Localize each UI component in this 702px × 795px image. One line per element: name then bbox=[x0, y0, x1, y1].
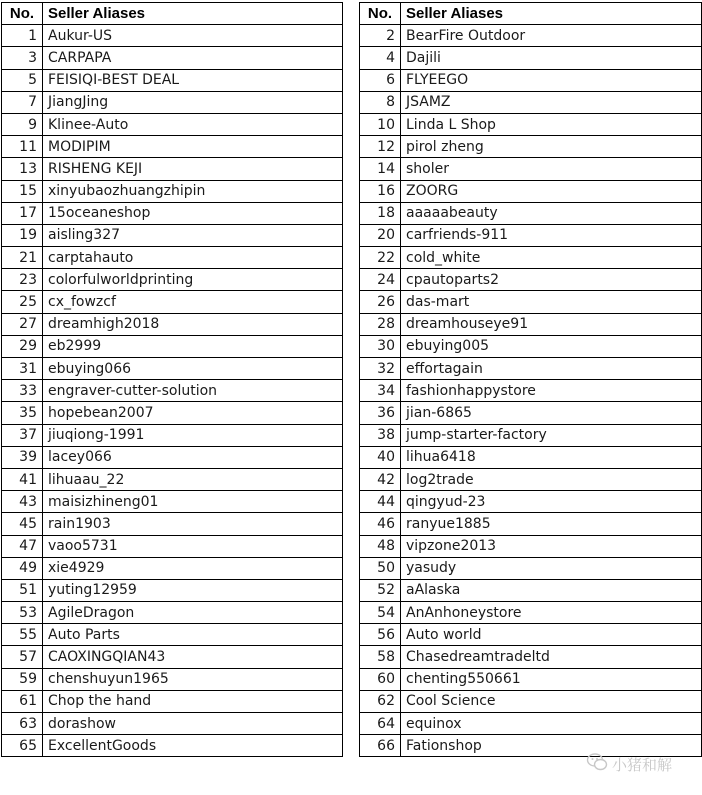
watermark-text: 小猪和解 bbox=[612, 755, 673, 774]
row-number: 38 bbox=[360, 424, 401, 446]
seller-alias: lacey066 bbox=[43, 446, 343, 468]
row-number: 62 bbox=[360, 690, 401, 712]
seller-alias: eb2999 bbox=[43, 335, 343, 357]
row-number: 27 bbox=[2, 313, 43, 335]
seller-alias: ranyue1885 bbox=[401, 513, 702, 535]
seller-alias: Chop the hand bbox=[43, 690, 343, 712]
table-row bbox=[360, 557, 702, 579]
seller-alias: yasudy bbox=[401, 557, 702, 579]
row-number: 11 bbox=[2, 136, 43, 158]
seller-alias: dreamhouseye91 bbox=[401, 313, 702, 335]
row-number: 58 bbox=[360, 646, 401, 668]
table-row bbox=[2, 247, 343, 269]
row-number: 60 bbox=[360, 668, 401, 690]
table-row bbox=[2, 291, 343, 313]
table-row bbox=[360, 136, 702, 158]
seller-alias: cx_fowzcf bbox=[43, 291, 343, 313]
seller-alias: Linda L Shop bbox=[401, 113, 702, 135]
seller-alias: carfriends-911 bbox=[401, 224, 702, 246]
row-number: 42 bbox=[360, 468, 401, 490]
table-row bbox=[360, 446, 702, 468]
row-number: 50 bbox=[360, 557, 401, 579]
table-row bbox=[360, 690, 702, 712]
row-number: 36 bbox=[360, 402, 401, 424]
table-row bbox=[2, 335, 343, 357]
row-number: 51 bbox=[2, 579, 43, 601]
table-row bbox=[2, 313, 343, 335]
column-header-seller-aliases: Seller Aliases bbox=[43, 3, 343, 25]
row-number: 29 bbox=[2, 335, 43, 357]
table-row bbox=[2, 224, 343, 246]
row-number: 39 bbox=[2, 446, 43, 468]
seller-alias: xinyubaozhuangzhipin bbox=[43, 180, 343, 202]
table-row bbox=[2, 69, 343, 91]
row-number: 22 bbox=[360, 247, 401, 269]
seller-alias: yuting12959 bbox=[43, 579, 343, 601]
seller-alias: ebuying066 bbox=[43, 358, 343, 380]
seller-alias: dreamhigh2018 bbox=[43, 313, 343, 335]
row-number: 66 bbox=[360, 735, 401, 757]
seller-alias: RISHENG KEJI bbox=[43, 158, 343, 180]
table-row bbox=[2, 624, 343, 646]
table-row bbox=[360, 113, 702, 135]
column-header-seller-aliases: Seller Aliases bbox=[401, 3, 702, 25]
seller-alias: Fationshop bbox=[401, 735, 702, 757]
table-row bbox=[2, 690, 343, 712]
table-header-row bbox=[360, 3, 702, 25]
table-row bbox=[2, 735, 343, 757]
table-row bbox=[360, 224, 702, 246]
seller-alias: xie4929 bbox=[43, 557, 343, 579]
seller-alias: FEISIQI-BEST DEAL bbox=[43, 69, 343, 91]
table-row bbox=[360, 713, 702, 735]
table-row bbox=[2, 513, 343, 535]
seller-alias: effortagain bbox=[401, 358, 702, 380]
table-row bbox=[2, 713, 343, 735]
table-row bbox=[360, 402, 702, 424]
table-row bbox=[2, 358, 343, 380]
row-number: 2 bbox=[360, 25, 401, 47]
seller-alias: colorfulworldprinting bbox=[43, 269, 343, 291]
row-number: 20 bbox=[360, 224, 401, 246]
seller-alias: sholer bbox=[401, 158, 702, 180]
table-row bbox=[360, 535, 702, 557]
table-row bbox=[360, 313, 702, 335]
table-row bbox=[360, 202, 702, 224]
row-number: 1 bbox=[2, 25, 43, 47]
seller-alias: vaoo5731 bbox=[43, 535, 343, 557]
row-number: 49 bbox=[2, 557, 43, 579]
row-number: 32 bbox=[360, 358, 401, 380]
row-number: 16 bbox=[360, 180, 401, 202]
seller-alias: cold_white bbox=[401, 247, 702, 269]
seller-alias: ebuying005 bbox=[401, 335, 702, 357]
row-number: 33 bbox=[2, 380, 43, 402]
seller-alias: ExcellentGoods bbox=[43, 735, 343, 757]
row-number: 46 bbox=[360, 513, 401, 535]
seller-alias: aaaaabeauty bbox=[401, 202, 702, 224]
table-row bbox=[2, 380, 343, 402]
row-number: 8 bbox=[360, 91, 401, 113]
seller-alias: CAOXINGQIAN43 bbox=[43, 646, 343, 668]
table-row bbox=[2, 491, 343, 513]
seller-alias: chenshuyun1965 bbox=[43, 668, 343, 690]
table-row bbox=[2, 402, 343, 424]
row-number: 3 bbox=[2, 47, 43, 69]
watermark bbox=[586, 752, 672, 776]
table-row bbox=[360, 358, 702, 380]
seller-alias: pirol zheng bbox=[401, 136, 702, 158]
row-number: 40 bbox=[360, 446, 401, 468]
row-number: 17 bbox=[2, 202, 43, 224]
table-row bbox=[360, 668, 702, 690]
seller-alias: FLYEEGO bbox=[401, 69, 702, 91]
table-row bbox=[360, 335, 702, 357]
table-row bbox=[2, 535, 343, 557]
column-header-no: No. bbox=[360, 3, 401, 25]
row-number: 53 bbox=[2, 602, 43, 624]
row-number: 6 bbox=[360, 69, 401, 91]
seller-alias: AnAnhoneystore bbox=[401, 602, 702, 624]
row-number: 25 bbox=[2, 291, 43, 313]
table-row bbox=[2, 646, 343, 668]
table-row bbox=[360, 513, 702, 535]
row-number: 9 bbox=[2, 113, 43, 135]
row-number: 59 bbox=[2, 668, 43, 690]
table-row bbox=[2, 579, 343, 601]
seller-alias: Auto world bbox=[401, 624, 702, 646]
seller-alias: Chasedreamtradeltd bbox=[401, 646, 702, 668]
table-row bbox=[2, 602, 343, 624]
seller-alias: maisizhineng01 bbox=[43, 491, 343, 513]
row-number: 24 bbox=[360, 269, 401, 291]
seller-alias: ZOORG bbox=[401, 180, 702, 202]
seller-alias: jian-6865 bbox=[401, 402, 702, 424]
seller-alias: AgileDragon bbox=[43, 602, 343, 624]
seller-alias: cpautoparts2 bbox=[401, 269, 702, 291]
seller-alias: equinox bbox=[401, 713, 702, 735]
seller-alias: vipzone2013 bbox=[401, 535, 702, 557]
seller-alias: Dajili bbox=[401, 47, 702, 69]
table-row bbox=[360, 291, 702, 313]
table-row bbox=[360, 269, 702, 291]
table-row bbox=[360, 624, 702, 646]
row-number: 41 bbox=[2, 468, 43, 490]
seller-alias: jiuqiong-1991 bbox=[43, 424, 343, 446]
seller-alias: BearFire Outdoor bbox=[401, 25, 702, 47]
row-number: 43 bbox=[2, 491, 43, 513]
row-number: 45 bbox=[2, 513, 43, 535]
row-number: 35 bbox=[2, 402, 43, 424]
seller-alias: log2trade bbox=[401, 468, 702, 490]
row-number: 55 bbox=[2, 624, 43, 646]
seller-alias: rain1903 bbox=[43, 513, 343, 535]
table-row bbox=[2, 113, 343, 135]
row-number: 5 bbox=[2, 69, 43, 91]
seller-alias: Cool Science bbox=[401, 690, 702, 712]
row-number: 15 bbox=[2, 180, 43, 202]
row-number: 56 bbox=[360, 624, 401, 646]
row-number: 23 bbox=[2, 269, 43, 291]
table-row bbox=[360, 491, 702, 513]
table-row bbox=[2, 136, 343, 158]
seller-alias: Klinee-Auto bbox=[43, 113, 343, 135]
row-number: 28 bbox=[360, 313, 401, 335]
table-row bbox=[2, 158, 343, 180]
row-number: 61 bbox=[2, 690, 43, 712]
table-row bbox=[2, 47, 343, 69]
table-row bbox=[2, 424, 343, 446]
seller-alias: dorashow bbox=[43, 713, 343, 735]
column-header-no: No. bbox=[2, 3, 43, 25]
seller-table-right bbox=[359, 2, 702, 757]
seller-alias: CARPAPA bbox=[43, 47, 343, 69]
table-row bbox=[2, 668, 343, 690]
row-number: 7 bbox=[2, 91, 43, 113]
table-row bbox=[360, 180, 702, 202]
row-number: 48 bbox=[360, 535, 401, 557]
wechat-icon bbox=[586, 752, 608, 776]
row-number: 18 bbox=[360, 202, 401, 224]
seller-alias: jump-starter-factory bbox=[401, 424, 702, 446]
seller-table-left bbox=[1, 2, 343, 757]
table-row bbox=[2, 557, 343, 579]
row-number: 14 bbox=[360, 158, 401, 180]
seller-alias: lihuaau_22 bbox=[43, 468, 343, 490]
seller-alias: MODIPIM bbox=[43, 136, 343, 158]
table-row bbox=[360, 158, 702, 180]
row-number: 21 bbox=[2, 247, 43, 269]
table-row bbox=[2, 180, 343, 202]
table-row bbox=[360, 424, 702, 446]
row-number: 52 bbox=[360, 579, 401, 601]
table-header-row bbox=[2, 3, 343, 25]
row-number: 30 bbox=[360, 335, 401, 357]
row-number: 34 bbox=[360, 380, 401, 402]
seller-alias: das-mart bbox=[401, 291, 702, 313]
row-number: 64 bbox=[360, 713, 401, 735]
row-number: 13 bbox=[2, 158, 43, 180]
row-number: 47 bbox=[2, 535, 43, 557]
table-row bbox=[360, 380, 702, 402]
table-row bbox=[360, 468, 702, 490]
table-row bbox=[360, 602, 702, 624]
seller-alias: lihua6418 bbox=[401, 446, 702, 468]
seller-alias: Aukur-US bbox=[43, 25, 343, 47]
seller-alias: fashionhappystore bbox=[401, 380, 702, 402]
seller-alias: Auto Parts bbox=[43, 624, 343, 646]
row-number: 65 bbox=[2, 735, 43, 757]
row-number: 4 bbox=[360, 47, 401, 69]
row-number: 12 bbox=[360, 136, 401, 158]
seller-alias: aAlaska bbox=[401, 579, 702, 601]
seller-alias: JiangJing bbox=[43, 91, 343, 113]
table-row bbox=[2, 91, 343, 113]
table-row bbox=[360, 91, 702, 113]
seller-alias: 15oceaneshop bbox=[43, 202, 343, 224]
table-row bbox=[360, 47, 702, 69]
table-row bbox=[360, 25, 702, 47]
table-row bbox=[360, 247, 702, 269]
row-number: 57 bbox=[2, 646, 43, 668]
seller-alias: carptahauto bbox=[43, 247, 343, 269]
seller-alias: hopebean2007 bbox=[43, 402, 343, 424]
seller-alias: qingyud-23 bbox=[401, 491, 702, 513]
table-row bbox=[2, 468, 343, 490]
table-row bbox=[360, 69, 702, 91]
row-number: 26 bbox=[360, 291, 401, 313]
table-row bbox=[2, 446, 343, 468]
seller-alias: engraver-cutter-solution bbox=[43, 380, 343, 402]
seller-alias: chenting550661 bbox=[401, 668, 702, 690]
seller-alias: JSAMZ bbox=[401, 91, 702, 113]
row-number: 63 bbox=[2, 713, 43, 735]
table-row bbox=[2, 202, 343, 224]
row-number: 37 bbox=[2, 424, 43, 446]
table-row bbox=[2, 269, 343, 291]
seller-alias: aisling327 bbox=[43, 224, 343, 246]
row-number: 44 bbox=[360, 491, 401, 513]
row-number: 10 bbox=[360, 113, 401, 135]
row-number: 31 bbox=[2, 358, 43, 380]
row-number: 54 bbox=[360, 602, 401, 624]
row-number: 19 bbox=[2, 224, 43, 246]
table-row bbox=[2, 25, 343, 47]
table-row bbox=[360, 646, 702, 668]
table-row bbox=[360, 579, 702, 601]
